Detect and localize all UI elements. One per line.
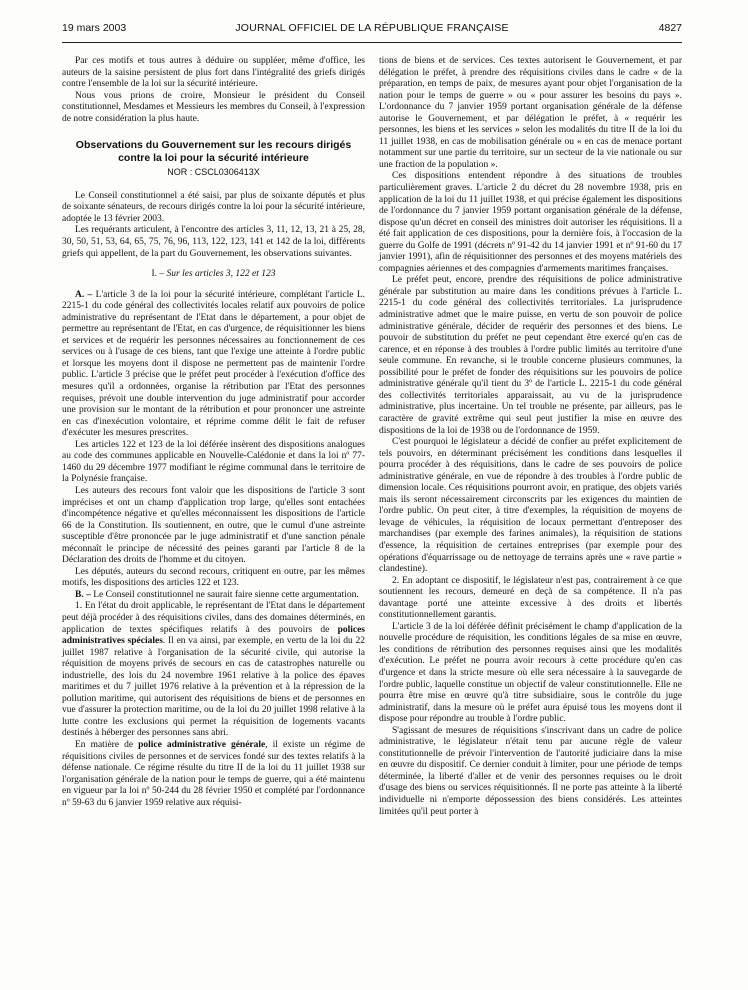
text-run: . Il en va ainsi, par exemple, en vertu de la loi du 22 juillet 1987 relative à l'organisation de la sécurité civile, qui autorise la réquisition de moyens privés de secours en cas de catastrophes naturelle ou industrielle, des lois du 24 novembre 1961 relative à la police des épaves maritimes et du 7 juillet 1976 relative à la prévention et à la répression de la pollution maritime, qui autorisent des réquisitions de biens et de personnes en vue d'assurer la protection maritime, ou de la loi du 20 juillet 1998 relative à la lutte contre les exclusions qui permet la réquisition de logements vacants destinés à héberger des personnes sans abri. bbox=[62, 636, 365, 739]
nor-reference: NOR : CSCL0306413X bbox=[167, 167, 260, 178]
paragraph: Ces dispositions entendent répondre à des situations de troubles particulièrement graves. L'article 2 du décret du 28 novembre 1938, pris en application de la loi du 11 juillet 1938, et qui précise également les dispositions de l'ordonnance du 7 janvier 1959 portant organisation générale de la défense, dispose qu'un décret en conseil des ministres doit autoriser les réquisitions. Il a été fait application de ces dispositions, pour la dernière fois, à l'occasion de la guerre du Golfe de 1991 (décrets nº 91-42 du 14 janvier 1991 et nº 91-60 du 17 janvier 1991), afin de réquisitionner des personnes et des moyens matériels des compagnies aériennes et des compagnies d'armements maritimes françaises. bbox=[379, 171, 682, 274]
header-rule bbox=[62, 42, 682, 43]
paragraph: 2. En adoptant ce dispositif, le législateur n'est pas, contrairement à ce que soutiennent les recours, demeuré en deçà de sa compétence. Il n'a pas davantage porté une atteinte excessive à des droits et libertés constitutionnellement garantis. bbox=[379, 575, 682, 621]
left-column bbox=[62, 56, 365, 809]
header-date: 19 mars 2003 bbox=[62, 22, 127, 34]
paragraph-a bbox=[62, 290, 365, 440]
paragraph: Les articles 122 et 123 de la loi déférée insèrent des dispositions analogues au code des communes applicable en Nouvelle-Calédonie et dans la loi nº 77-1460 du 29 décembre 1977 modifiant le régime communal dans le territoire de la Polynésie française. bbox=[62, 439, 365, 485]
observations-title: Observations du Gouvernement sur les recours dirigés contre la loi pour la sécurité intérieure bbox=[75, 139, 352, 164]
text-run: 1. En l'état du droit applicable, le représentant de l'Etat dans le département peut déjà procéder à des réquisitions civiles, dans des domaines déterminés, en application de textes spécifiques relatifs à des pouvoirs de bbox=[62, 601, 365, 635]
paragraph: Le préfet peut, encore, prendre des réquisitions de police administrative générale par substitution au maire dans les conditions prévues à l'article L. 2215-1 du code général des collectivités territoriales. La jurisprudence administrative admet que le maire puisse, en vertu de son pouvoir de police administrative générale, décider de requérir des personnes et des biens. Le pouvoir de substitution du préfet ne peut cependant être exercé qu'en cas de carence, et en réponse à des troubles à l'ordre public limités au territoire d'une seule commune. En revanche, si le trouble concerne plusieurs communes, la possibilité pour le préfet de fonder des réquisitions sur les pouvoirs de police administrative générale qu'il tient du 3º de l'article L. 2215-1 du code général des collectivités territoriales apparaissait, au vu de la jurisprudence administrative, plus incertaine. Un tel trouble ne présente, par ailleurs, pas le caractère de gravité extrême qui seul peut justifier la mise en œuvre des dispositions de la loi de 1938 ou de l'ordonnance de 1959. bbox=[379, 275, 682, 436]
text-run: , il existe un régime de réquisitions civiles de personnes et de services fondé sur des textes relatifs à la défense nationale. Ce régime résulte du titre II de la loi du 11 juillet 1938 sur l'organisation générale de la nation pour le temps de guerre, qui a été maintenu en vigueur par la loi nº 50-244 du 28 février 1950 et complété par l'ordonnance nº 59-63 du 6 janvier 1959 relative aux réquisi- bbox=[62, 739, 366, 808]
right-column bbox=[379, 56, 682, 818]
paragraph-text: L'article 3 de la loi pour la sécurité intérieure, complétant l'article L. 2215-1 du code général des collectivités locales relatif aux pouvoirs de police administrative du représentant de l'Etat dans le département, a pour objet de permettre au représentant de l'Etat, en cas d'urgence, de réquisitionner les biens et services et de requérir les personnes nécessaires au fonctionnement de ces services ou à l'usage de ces biens, tant que l'exige une atteinte à l'ordre public et lorsque les moyens dont il dispose ne permettent pas de maintenir l'ordre public. L'article 3 précise que le préfet peut procéder à l'exécution d'office des mesures qu'il a ordonnées, organise la rétribution par l'Etat des personnes requises, prévoit une double intervention du juge administratif pour accorder une provision sur le montant de la rétribution et pour prononcer une astreinte en cas d'inexécution volontaire, et réprime comme délit le fait de refuser d'exécuter les mesures prescrites. bbox=[62, 289, 365, 439]
bold-term: polices administratives spéciales bbox=[62, 624, 366, 647]
page-header bbox=[62, 22, 682, 38]
header-journal-title: JOURNAL OFFICIEL DE LA RÉPUBLIQUE FRANÇAISE bbox=[235, 22, 509, 34]
paragraph: tions de biens et de services. Ces textes autorisent le Gouvernement, et par délégation le préfet, à prendre des réquisitions civiles dans le cadre « de la préparation, en temps de paix, de mesures ayant pour objet l'organisation de la nation pour le temps de guerre » ou « pour assurer les besoins du pays ». L'ordonnance du 7 janvier 1959 portant organisation générale de la défense autorise le Gouvernement, et par délégation le préfet, à « requérir les personnes, les biens et les services » selon les modalités du titre II de la loi du 11 juillet 1938, en cas de mobilisation générale ou « en cas de menace portant notamment sur une partie du territoire, sur un secteur de la vie nationale ou sur une fraction de la population ». bbox=[379, 56, 682, 170]
bold-term: police administrative générale bbox=[138, 739, 266, 750]
text-run: En matière de bbox=[75, 739, 134, 750]
paragraph: S'agissant de mesures de réquisitions s'inscrivant dans un cadre de police administrative, le législateur n'était tenu par aucune règle de valeur constitutionnelle de prévoir l'intervention de l'autorité judiciaire dans la mise en œuvre du dispositif. Ce dernier conduit à limiter, pour une période de temps déterminée, la liberté d'aller et de venir des personnes requises ou le droit d'usage des biens ou services réquisitionnés. Il ne porte pas atteinte à la liberté individuelle ni n'emporte dépossession des biens considérés. Les atteintes limitées qu'il peut porter à bbox=[379, 725, 682, 817]
paragraph: Les députés, auteurs du second recours, critiquent en outre, par les mêmes motifs, les dispositions des articles 122 et 123. bbox=[62, 566, 365, 589]
section-heading bbox=[62, 269, 365, 281]
paragraph: Nous vous prions de croire, Monsieur le président du Conseil constitutionnel, Mesdames et Messieurs les membres du Conseil, à l'expression de notre considération la plus haute. bbox=[62, 90, 365, 124]
paragraph-text: Le Conseil constitutionnel ne saurait faire sienne cette argumentation. bbox=[93, 589, 359, 600]
section-number: I. – bbox=[151, 269, 165, 280]
section-title: Sur les articles 3, 122 et 123 bbox=[166, 269, 276, 280]
paragraph: Les requérants articulent, à l'encontre des articles 3, 11, 12, 13, 21 à 25, 28, 30, 50, 51, 53, 64, 65, 75, 76, 96, 113, 122, 123, 141 et 142 de la loi, différents griefs qui appellent, de la part du Gouvernement, les observations suivantes. bbox=[62, 225, 365, 259]
paragraph: Le Conseil constitutionnel a été saisi, par plus de soixante députés et plus de soixante sénateurs, de recours dirigés contre la loi pour la sécurité intérieure, adoptée le 13 février 2003. bbox=[62, 190, 365, 224]
paragraph: Par ces motifs et tous autres à déduire ou suppléer, même d'office, les auteurs de la saisine persistent de plus fort dans l'intégralité des griefs dirigés contre l'ensemble de la loi sur la sécurité intérieure. bbox=[62, 56, 365, 90]
paragraph: C'est pourquoi le législateur a décidé de confier au préfet explicitement de tels pouvoirs, en déterminant précisément les conditions dans lesquelles il pourra procéder à des réquisitions, dans le cadre de ses pouvoirs de police administrative générale, en vue de répondre à des troubles à l'ordre public de dimension locale. Ces réquisitions pourront avoir, en pratique, des objets variés mais ils seront nécessairement circonscrits par les exigences du maintien de l'ordre public. On peut citer, à titre d'exemples, la réquisition de moyens de levage de véhicules, la réquisition de locaux permettant d'entreposer des marchandises (par exemple des farines animales), la réquisition de stations d'essence, la réquisition de certaines entreprises (par exemple pour des opérations d'équarrissage ou de nettoyage de terrains après une « rave partie » clandestine). bbox=[379, 437, 682, 575]
paragraph bbox=[62, 740, 365, 809]
paragraph: Les auteurs des recours font valoir que les dispositions de l'article 3 sont imprécises et ont un champ d'application trop large, qu'elles sont entachées d'incompétence négative et qu'elles méconnaissent les dispositions de l'article 66 de la Constitution. Ils soutiennent, en outre, que le cumul d'une astreinte susceptible d'être prononcée par le juge administratif et d'une sanction pénale méconnaît le principe de nécessité des peines garanti par l'article 8 de la Déclaration des droits de l'homme et du citoyen. bbox=[62, 485, 365, 566]
paragraph-b bbox=[62, 590, 365, 602]
paragraph bbox=[62, 601, 365, 740]
paragraph-label: A. – bbox=[75, 289, 93, 300]
paragraph: L'article 3 de la loi déférée définit précisément le champ d'application de la nouvelle procédure de réquisition, les conditions légales de sa mise en œuvre, les conditions de rétribution des personnes requises ainsi que les modalités d'exécution. Le préfet ne pourra avoir recours à cette procédure qu'en cas d'urgence et dans la stricte mesure où elle sera nécessaire à la sauvegarde de l'ordre public, laquelle constitue un objectif de valeur constitutionnelle. Elle ne pourra être mise en œuvre qu'à titre subsidiaire, sous le contrôle du juge administratif, dans la mesure où le préfet aura épuisé tous les moyens dont il dispose pour répondre au trouble à l'ordre public. bbox=[379, 621, 682, 725]
paragraph-label: B. – bbox=[75, 589, 91, 600]
header-page-number: 4827 bbox=[658, 22, 682, 34]
